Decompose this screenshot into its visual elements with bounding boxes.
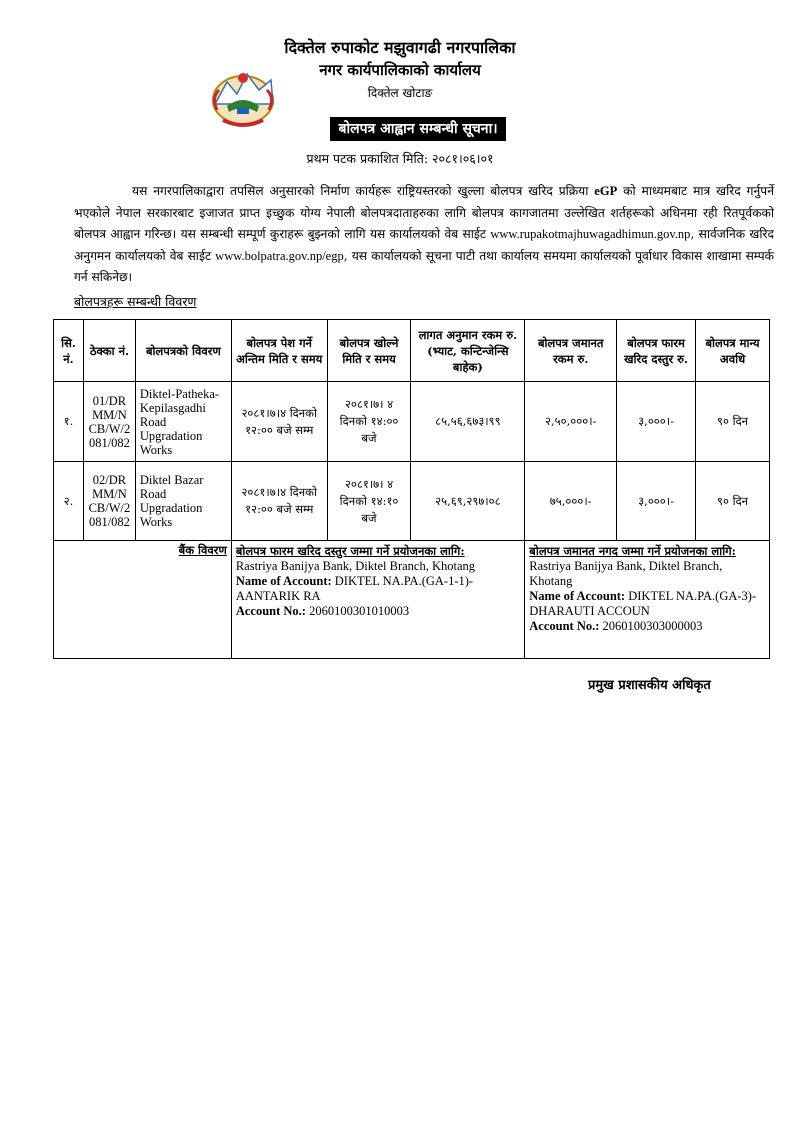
paragraph-text: को माध्यमबाट मात्र खरिद गर्नुपर्ने भएकोले नेपाल सरकारबाट इजाजत प्राप्त इच्छुक योग्य नेपाली बोलपत्रदाताहरुका लागि बोलपत्र कागजातमा उल्लेखित शर्तहरूको अधिनमा रही रितपूर्वकको बोलपत्र आह्वान गरिन्छ। यस सम्बन्धी सम्पूर्ण कुराहरू बुझ्नको लागि यस कार्यालयको वेब साईट (74, 184, 774, 241)
fee-account-no: 2060100301010003 (309, 604, 410, 618)
cell-estimate: २५,६९,२९७।०८ (411, 462, 525, 541)
table-row (54, 382, 770, 462)
bank-details-row (54, 541, 770, 659)
office-name: नगर कार्यपालिकाको कार्यालय (319, 61, 481, 79)
section-heading: बोलपत्रहरू सम्बन्धी विवरण (74, 294, 197, 309)
col-header-submit: बोलपत्र पेश गर्ने अन्तिम मिति र समय (231, 320, 327, 382)
table-row (54, 462, 770, 541)
col-header-estimate: लागत अनुमान रकम रु. (भ्याट, कन्टिन्जेन्सि बाहेक) (411, 320, 525, 382)
cell-desc: Diktel-Patheka-Kepilasgadhi Road Upgradation Works (135, 382, 231, 462)
cell-desc: Diktel Bazar Road Upgradation Works (135, 462, 231, 541)
cell-submit: २०८१।७।४ दिनको १२:०० बजे सम्म (231, 462, 327, 541)
security-account-name-line (529, 589, 765, 619)
nepal-emblem-icon (207, 60, 279, 130)
account-no-label: Account No.: (235, 604, 306, 618)
bank-details-label: बैंक विवरण (54, 541, 232, 659)
security-account-cell (525, 541, 770, 659)
fee-account-no-line (236, 604, 520, 619)
cell-sn: २. (54, 462, 84, 541)
col-header-desc: बोलपत्रको विवरण (135, 320, 231, 382)
paragraph-text: यस नगरपालिकाद्वारा तपसिल अनुसारको निर्माण कार्यहरू राष्ट्रियस्तरको खुल्ला बोलपत्र खरिद प्रक्रिया (132, 184, 595, 198)
cell-security: २,५०,०००।- (525, 382, 617, 462)
fee-account-name: DIKTEL NA.PA.(GA-1-1)-AANTARIK RA (235, 574, 474, 603)
cell-open: २०८१।७। ४ दिनको १४:०० बजे (327, 382, 411, 462)
cell-estimate: ८५,५६,६७३।९९ (411, 382, 525, 462)
cell-sn: १. (54, 382, 84, 462)
fee-account-cell (231, 541, 524, 659)
security-account-no-line (529, 619, 765, 634)
security-account-no: 2060100303000003 (602, 619, 703, 633)
publish-date: प्रथम पटक प्रकाशित मिति: २०८१।०६।०१ (306, 151, 494, 166)
account-no-label: Account No.: (529, 619, 600, 633)
notice-paragraph (74, 181, 774, 289)
fee-account-bank: Rastriya Banijya Bank, Diktel Branch, Khotang (235, 559, 476, 573)
cell-validity: ९० दिन (696, 462, 770, 541)
cell-security: ७५,०००।- (525, 462, 617, 541)
col-header-security: बोलपत्र जमानत रकम रु. (525, 320, 617, 382)
cell-open: २०८१।७। ४ दिनको १४:१० बजे (327, 462, 411, 541)
security-account-heading: बोलपत्र जमानत नगद जम्मा गर्ने प्रयोजनका लागि: (529, 544, 736, 558)
cell-validity: ९० दिन (696, 382, 770, 462)
paragraph-text: , यस कार्यालयको सूचना पाटी तथा कार्यालय समयमा कार्यालयको पूर्वाधार विकास शाखामा सम्पर्क गर्न सकिनेछ। (74, 248, 774, 284)
table-header-row (54, 320, 770, 382)
col-header-contract: ठेक्का नं. (83, 320, 135, 382)
fee-account-name-line (236, 574, 520, 604)
col-header-sn: सि. नं. (54, 320, 84, 382)
bid-table (53, 319, 770, 659)
bolpatra-website: www.bolpatra.gov.np/egp (215, 248, 344, 263)
cell-contract: 02/DRMM/NCB/W/2081/082 (83, 462, 135, 541)
cell-fee: ३,०००।- (617, 382, 696, 462)
office-location: दिक्तेल खोटाङ (367, 86, 433, 100)
egp-term: eGP (594, 184, 618, 198)
municipality-website: www.rupakotmajhuwagadhimun.gov.np (490, 227, 691, 241)
account-name-label: Name of Account: (529, 589, 626, 603)
fee-account-heading: बोलपत्र फारम खरिद दस्तुर जम्मा गर्ने प्रयोजनका लागि: (235, 544, 465, 558)
cell-submit: २०८१।७।४ दिनको १२:०० बजे सम्म (231, 382, 327, 462)
security-account-name: DIKTEL NA.PA.(GA-3)-DHARAUTI ACCOUN (529, 589, 757, 618)
col-header-validity: बोलपत्र मान्य अवधि (696, 320, 770, 382)
municipality-name: दिक्तेल रुपाकोट मझुवागढी नगरपालिका (284, 38, 516, 57)
security-account-bank: Rastriya Banijya Bank, Diktel Branch, Khotang (529, 559, 723, 588)
cell-fee: ३,०००।- (617, 462, 696, 541)
account-name-label: Name of Account: (235, 574, 332, 588)
signature-title: प्रमुख प्रशासकीय अधिकृत (588, 678, 711, 693)
paragraph-text: , सार्वजनिक खरिद अनुगमन कार्यालयको वेब साईट (74, 227, 775, 263)
col-header-fee: बोलपत्र फारम खरिद दस्तुर रु. (617, 320, 696, 382)
notice-title: बोलपत्र आह्वान सम्बन्धी सूचना। (330, 117, 506, 141)
cell-contract: 01/DRMM/NCB/W/2081/082 (83, 382, 135, 462)
col-header-open: बोलपत्र खोल्ने मिति र समय (327, 320, 411, 382)
